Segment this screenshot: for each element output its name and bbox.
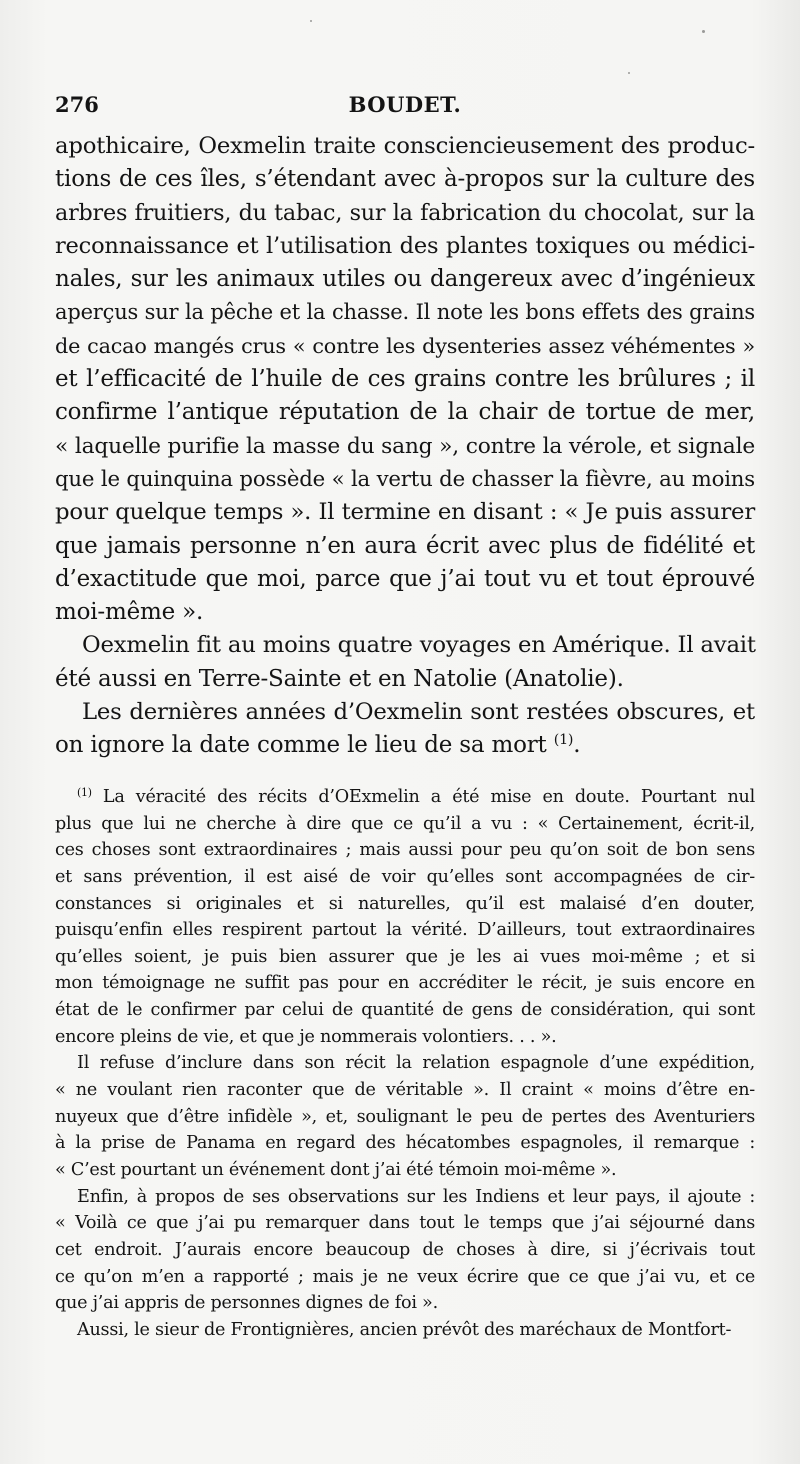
body-text [55, 130, 755, 763]
text-line: nales, sur les animaux utiles ou dangereux avec d’ingénieux [55, 266, 755, 293]
footnote-line: cet endroit. J’aurais encore beaucoup de choses à dire, si j’écrivais tout [55, 1239, 755, 1260]
footnote-line: « Voilà ce que j’ai pu remarquer dans tout le temps que j’ai séjourné dans [55, 1213, 755, 1234]
text-line: été aussi en Terre-Sainte et en Natolie (Anatolie). [55, 665, 624, 692]
paper-speck [628, 72, 630, 74]
text-line: reconnaissance et l’utilisation des plantes toxiques ou médici- [55, 232, 755, 259]
paper-speck [310, 20, 312, 22]
footnote-line: ces choses sont extraordinaires ; mais aussi pour peu qu’on soit de bon sens [55, 840, 755, 861]
footnote-text-segment: La véracité des récits d’OExmelin a été mise en doute. Pourtant nul [102, 787, 755, 807]
paragraph-line: Oexmelin fit au moins quatre voyages en Amérique. Il avait [82, 632, 756, 659]
text-line: et l’efficacité de l’huile de ces grains contre les brûlures ; il [55, 366, 755, 393]
page-number: 276 [55, 92, 99, 117]
footnote [55, 784, 755, 1343]
text-line: confirme l’antique réputation de la chair de tortue de mer, [55, 399, 755, 426]
text-line: de cacao mangés crus « contre les dysenteries assez véhémentes » [55, 333, 755, 358]
text-line: que le quinquina possède « la vertu de chasser la fièvre, au moins [55, 466, 755, 492]
text-line: arbres fruitiers, du tabac, sur la fabrication du chocolat, sur la [55, 199, 755, 226]
text-line: aperçus sur la pêche et la chasse. Il note les bons effets des grains [55, 300, 755, 325]
paper-speck [702, 30, 705, 33]
footnote-line: ce qu’on m’en a rapporté ; mais je ne veux écrire que ce que j’ai vu, et ce [55, 1266, 755, 1287]
text-segment: on ignore la date comme le lieu de sa mort [55, 732, 547, 759]
footnote-line: encore pleins de vie, et que je nommerais volontiers. . . ». [55, 1026, 557, 1047]
text-line: que jamais personne n’en aura écrit avec plus de fidélité et [55, 532, 755, 559]
text-line: moi-même ». [55, 599, 204, 626]
footnote-line: « ne voulant rien raconter que de véritable ». Il craint « moins d’être en- [55, 1080, 755, 1101]
text-line: pour quelque temps ». Il termine en disant : « Je puis assurer [55, 499, 755, 526]
footnote-paragraph-line: Enfin, à propos de ses observations sur les Indiens et leur pays, il ajoute : [77, 1186, 755, 1207]
footnote-line: qu’elles soient, je puis bien assurer que je les ai vues moi-même ; et si [55, 946, 755, 967]
footnote-paragraph-line: Aussi, le sieur de Frontignières, ancien prévôt des maréchaux de Montfort- [77, 1319, 732, 1340]
footnote-line: et sans prévention, il est aisé de voir qu’elles sont accompagnées de cir- [55, 866, 755, 887]
footnote-line: à la prise de Panama en regard des hécatombes espagnoles, il remarque : [55, 1133, 755, 1154]
footnote-line: puisqu’enfin elles respirent partout la vérité. D’ailleurs, tout extraordinaires [55, 920, 755, 941]
page-header [55, 92, 755, 122]
text-line: d’exactitude que moi, parce que j’ai tout vu et tout éprouvé [55, 565, 755, 592]
footnote-line: constances si originales et si naturelles, qu’il est malaisé d’en douter, [55, 893, 755, 914]
text-line: tions de ces îles, s’étendant avec à-propos sur la culture des [55, 166, 755, 193]
footnote-paragraph-line: Il refuse d’inclure dans son récit la relation espagnole d’une expédition, [77, 1053, 755, 1074]
footnote-line: que j’ai appris de personnes dignes de foi ». [55, 1293, 438, 1314]
footnote-line: plus que lui ne cherche à dire que ce qu’il a vu : « Certainement, écrit-il, [55, 813, 755, 834]
footnote-line: « C’est pourtant un événement dont j’ai été témoin moi-même ». [55, 1159, 617, 1180]
text-line: « laquelle purifie la masse du sang », contre la vérole, et signale [55, 433, 755, 459]
footnote-line: mon témoignage ne suffit pas pour en accréditer le récit, je suis encore en [55, 973, 755, 994]
text-line-with-note-ref: on ignore la date comme le lieu de sa mort $^{(1)}$. [55, 732, 581, 759]
text-line: apothicaire, Oexmelin traite consciencieusement des produc- [55, 133, 755, 159]
footnote-line [55, 784, 755, 811]
footnote-line: état de le confirmer par celui de quantité de gens de considération, qui sont [55, 1000, 755, 1021]
footnote-reference[interactable]: (1) [553, 732, 574, 749]
running-head: BOUDET. [348, 92, 462, 117]
paragraph-line: Les dernières années d’Oexmelin sont restées obscures, et [82, 699, 755, 726]
footnote-line: nuyeux que d’être infidèle », et, soulignant le peu de pertes des Aventuriers [55, 1106, 755, 1127]
footnote-marker: (1) [77, 786, 92, 799]
